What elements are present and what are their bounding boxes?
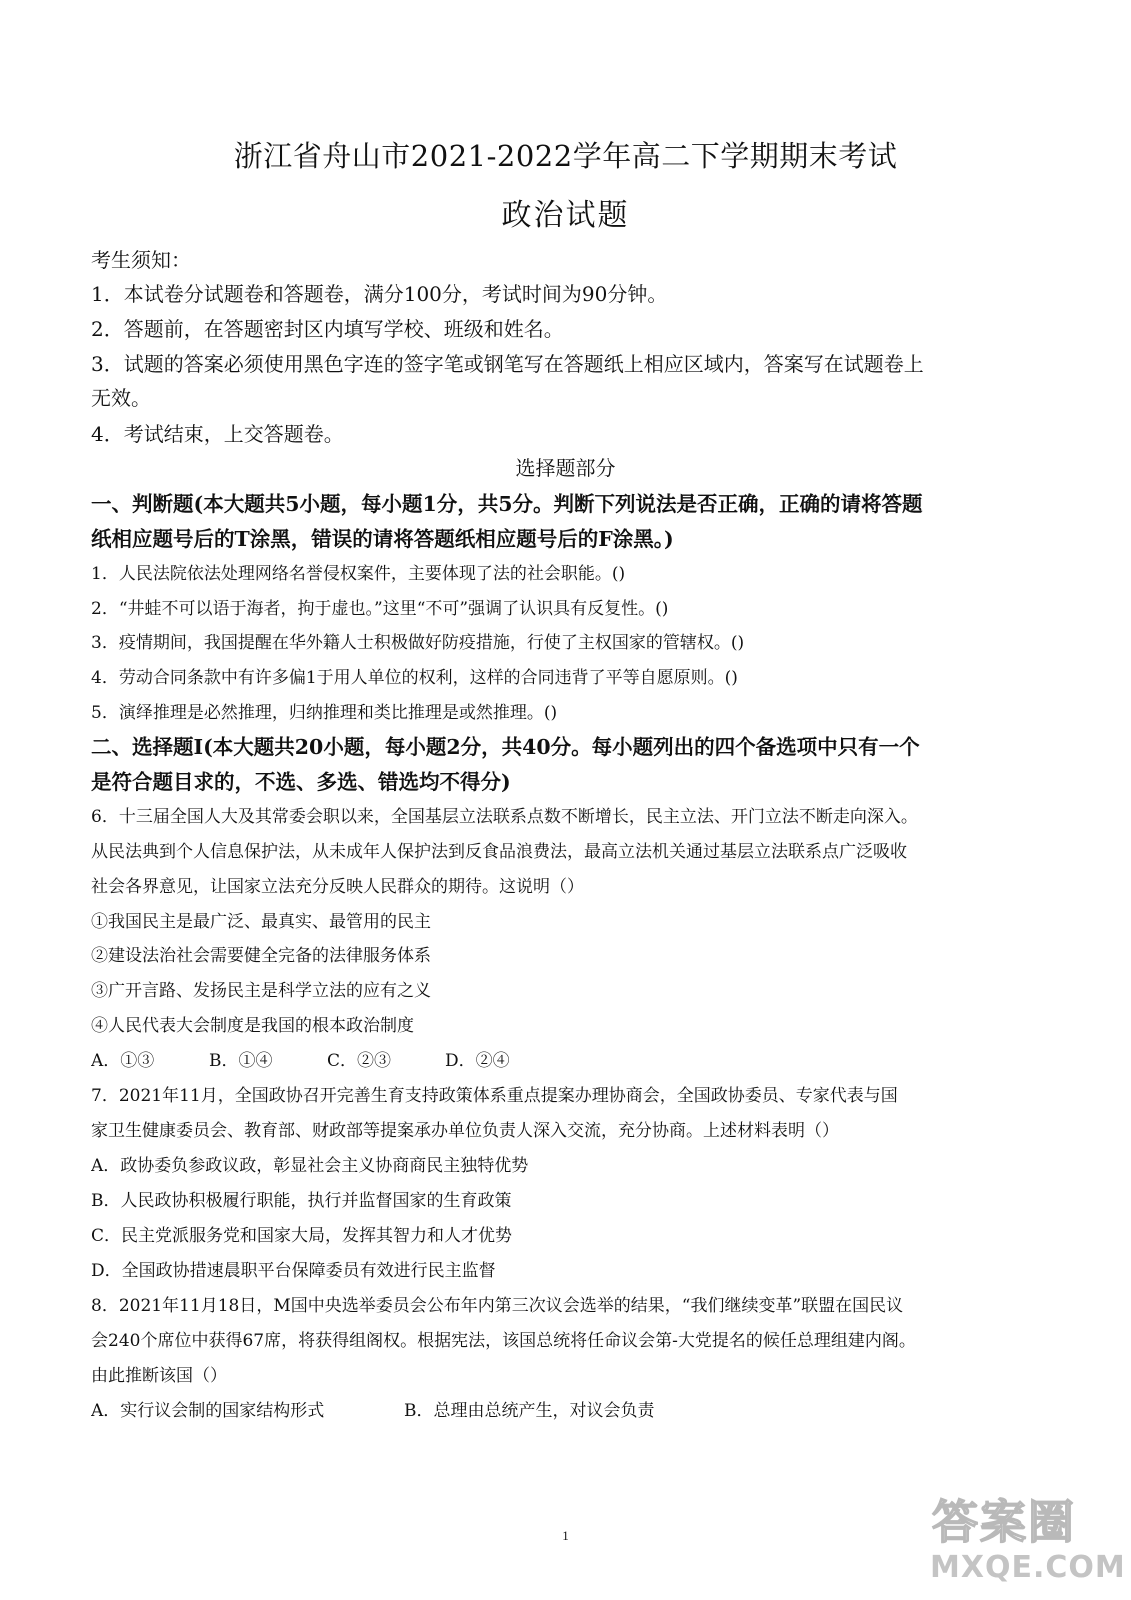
notice-item: 1．本试卷分试题卷和答题卷，满分100分，考试时间为90分钟。	[91, 282, 668, 306]
judge-question: 5．演绎推理是必然推理，归纳推理和类比推理是或然推理。()	[91, 703, 558, 723]
notice-item: 4．考试结束，上交答题卷。	[91, 422, 344, 446]
option-d: D．②④	[445, 1051, 510, 1071]
notice-heading: 考生须知：	[91, 248, 191, 272]
question-6-options	[91, 1046, 1036, 1071]
question-8-stem: 由此推断该国（）	[91, 1366, 227, 1386]
part2-heading: 是符合题目求的，不选、多选、错选均不得分)	[91, 770, 511, 794]
option-b: B．①④	[209, 1051, 273, 1071]
judge-question: 3．疫情期间，我国提醒在华外籍人士积极做好防疫措施，行使了主权国家的管辖权。()	[91, 633, 745, 653]
question-7-option: A．政协委负参政议政，彰显社会主义协商商民主独特优势	[91, 1156, 529, 1176]
notice-item: 3．试题的答案必须使用黑色字连的签字笔或钢笔写在答题纸上相应区域内，答案写在试题卷上	[91, 352, 924, 376]
page-number: 1	[562, 1528, 569, 1543]
question-7-stem: 7．2021年11月，全国政协召开完善生育支持政策体系重点提案办理协商会，全国政协委员、专家代表与国	[91, 1086, 898, 1106]
question-6-statement: ④人民代表大会制度是我国的根本政治制度	[91, 1016, 414, 1036]
watermark-top-text: 答案圈	[932, 1495, 1076, 1549]
judge-question: 4．劳动合同条款中有许多偏1于用人单位的权利，这样的合同违背了平等自愿原则。()	[91, 668, 738, 688]
question-7-option: C．民主党派服务党和国家大局，发挥其智力和人才优势	[91, 1226, 513, 1246]
exam-subtitle: 政治试题	[501, 198, 630, 233]
question-7-stem: 家卫生健康委员会、教育部、财政部等提案承办单位负责人深入交流，充分协商。上述材料表明（）	[91, 1121, 839, 1141]
question-8-stem: 会240个席位中获得67席，将获得组阁权。根据宪法，该国总统将任命议会第-大党提名的候任总理组建内阁。	[91, 1331, 916, 1351]
question-6-statement: ②建设法治社会需要健全完备的法律服务体系	[91, 946, 431, 966]
notice-item: 2．答题前，在答题密封区内填写学校、班级和姓名。	[91, 317, 564, 341]
question-6-stem: 从民法典到个人信息保护法，从未成年人保护法到反食品浪费法，最高立法机关通过基层立法联系点广泛吸收	[91, 842, 907, 862]
judge-question: 1．人民法院依法处理网络名誉侵权案件，主要体现了法的社会职能。()	[91, 564, 626, 584]
question-6-statement: ③广开言路、发扬民主是科学立法的应有之义	[91, 981, 431, 1001]
option-b: B．总理由总统产生，对议会负责	[404, 1401, 655, 1421]
option-a: A．①③	[91, 1051, 155, 1071]
question-6-stem: 社会各界意见，让国家立法充分反映人民群众的期待。这说明（）	[91, 877, 584, 897]
option-c: C．②③	[327, 1051, 392, 1071]
part1-heading: 纸相应题号后的T涂黑，错误的请将答题纸相应题号后的F涂黑。)	[91, 527, 674, 551]
judge-question: 2．“井蛙不可以语于海者，拘于虚也。”这里“不可”强调了认识具有反复性。()	[91, 599, 669, 619]
question-8-options	[91, 1396, 1036, 1421]
question-6-stem: 6．十三届全国人大及其常委会职以来，全国基层立法联系点数不断增长，民主立法、开门立法不断走向深入。	[91, 807, 918, 827]
exam-title: 浙江省舟山市2021-2022学年高二下学期期末考试	[233, 139, 898, 173]
watermark-url: MXQE.COM	[930, 1550, 1126, 1585]
part1-heading: 一、判断题(本大题共5小题，每小题1分，共5分。判断下列说法是否正确，正确的请将答题	[91, 492, 923, 516]
watermark-logo	[930, 1486, 1126, 1594]
part2-heading: 二、选择题Ⅰ(本大题共20小题，每小题2分，共40分。每小题列出的四个备选项中只有一个	[91, 735, 920, 759]
section-title: 选择题部分	[515, 456, 616, 480]
question-6-statement: ①我国民主是最广泛、最真实、最管用的民主	[91, 912, 431, 932]
question-8-stem: 8．2021年11月18日，M国中央选举委员会公布年内第三次议会选举的结果，“我们继续变革”联盟在国民议	[91, 1296, 904, 1316]
question-7-option: B．人民政协积极履行职能，执行并监督国家的生育政策	[91, 1191, 512, 1211]
question-7-option: D．全国政协措速晨职平台保障委员有效进行民主监督	[91, 1261, 496, 1281]
option-a: A．实行议会制的国家结构形式	[91, 1401, 325, 1421]
notice-item: 无效。	[91, 386, 151, 410]
